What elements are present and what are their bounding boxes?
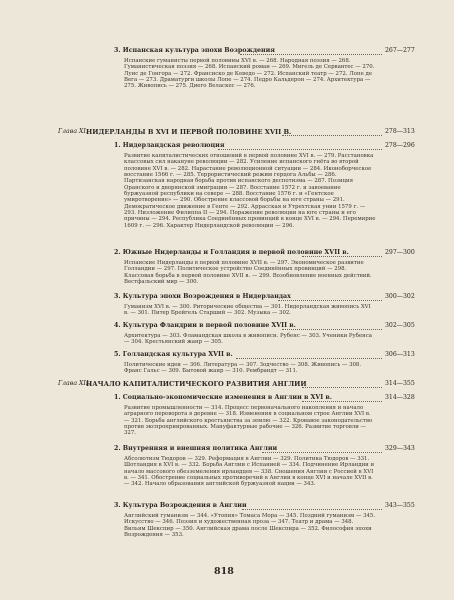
section-title: 3. Испанская культура эпохи Возрождения: [114, 47, 275, 54]
section-contents: Английский гуманизм — 344. «Утопия» Томаса Мора — 345. Поздний гуманизм — 345. Искусство — 346. Поэзия и художественная проза — 347. Театр и драма — 348. Вильям Шекспир — 350. Английская драма после Шекспира — 352. Философия эпохи Возрождения — 353.: [124, 513, 376, 539]
section-title: 1. Социально-экономические изменения в Англии в XVI в.: [114, 394, 332, 401]
leader-dots: [278, 300, 382, 301]
chapter-label: Глава XII.: [58, 380, 91, 387]
section-contents: Развитие промышленности — 314. Процесс первоначального накопления и начало аграрного переворота в деревне — 318. Изменения в социальном строе Англии XVI в. — 321. Борьба английского крестьянства за землю — 322. Кровавое законодательство против экспроприированных. Мануфактурные рабочие — 326. Развитие торговли — 327.: [124, 405, 373, 437]
toc-section-england-socioeconomic[interactable]: [0, 394, 454, 437]
page-range: 329—343: [385, 445, 415, 452]
section-title: 3. Культура Возрождения в Англии: [114, 502, 247, 509]
toc-chapter-11[interactable]: [0, 128, 454, 139]
section-title: 2. Южные Нидерланды и Голландия в первой половине XVII в.: [114, 249, 349, 256]
page-range: 267—277: [385, 47, 415, 54]
page-range: 300—302: [385, 293, 415, 300]
leader-dots: [282, 329, 382, 330]
leader-dots: [282, 135, 382, 136]
toc-section-flanders-culture[interactable]: [0, 322, 454, 346]
toc-chapter-12[interactable]: [0, 380, 454, 391]
section-title: 5. Голландская культура XVII в.: [114, 351, 233, 358]
section-contents: Испанские Нидерланды в первой половине XVII в. — 297. Экономическое развитие Голландии — 297. Политическое устройство Соединённых провинций — 298. Классовая борьба в первой половине XVII в. — 299. Возобновление военных действий. Вестфальский мир — 300.: [124, 260, 372, 286]
section-title: 1. Нидерландская революция: [114, 142, 225, 149]
page-number: 818: [214, 566, 234, 577]
section-contents: Политические идеи — 306. Литература — 307. Зодчество — 308. Живопись — 308. Франс Гальс — 309. Бытовой жанр — 310. Рембрандт — 311.: [124, 362, 362, 375]
leader-dots: [218, 149, 382, 150]
section-contents: Абсолютизм Тюдоров — 329. Реформация в Англии — 329. Политика Тюдоров — 331. Шотландия в XVI в. — 332. Борьба Англии с Испанией — 334. Подчинение Ирландии и начало массового обезземеления ирландцев — 338. Сношения Англии с Россией в XVI в. — 341. Обострение социальных противоречий в Англии в конце XVI и начале XVII в. — 342. Начало образования английской буржуазной нации — 343.: [124, 456, 375, 488]
leader-dots: [242, 509, 382, 510]
section-title: 4. Культура Фландрии в первой половине XVII в.: [114, 322, 296, 329]
section-contents: Развитие капиталистических отношений в первой половине XVI в. — 279. Расстановка классовых сил накануне революции — 282. Усиление испанского гнёта во второй половине XVI в. — 282. Нарастание революционной ситуации — 284. Иконоборческое восстание 1566 г. — 285. Террористический режим герцога Альбы — 286. Партизанская народная борьба против испанского деспотизма — 287. Позиция Оранского и дворянской эмиграции — 287. Восстание 1572 г. и завоевание буржуазной республики на севере — 288. Восстание 1576 г. и «Гентское умиротворение» — 290. Обострение классовой борьбы на юге страны — 291. Демократическое движение в Генте — 292. Аррасская и Утрехтская унии 1579 г. — 293. Низложение Филиппа II — 294. Поражение революции на юге страны и его причины — 294. Республика Соединённых провинций в конце XVI в. — 294. Перемирие 1609 г. — 296. Характер Нидерландской революции — 296.: [124, 153, 376, 229]
toc-section-spanish-culture[interactable]: [0, 47, 454, 90]
page-range: 306—313: [385, 351, 415, 358]
leader-dots: [302, 401, 382, 402]
page-range: 297—300: [385, 249, 415, 256]
leader-dots: [236, 358, 382, 359]
page-range: 343—355: [385, 502, 415, 509]
leader-dots: [240, 54, 382, 55]
leader-dots: [302, 256, 382, 257]
leader-dots: [262, 452, 382, 453]
toc-section-netherlands-revolution[interactable]: [0, 142, 454, 229]
chapter-label: Глава XI.: [58, 128, 88, 135]
section-contents: Испанские гуманисты первой половины XVI в. — 268. Народная поэзия — 268. Гуманистическая поэзия — 268. Испанский роман — 269. Мигель де Сервантес — 270. Луис де Гонгора — 272. Франсиско де Кеведо — 272. Испанский театр — 272. Лопе де Вега — 273. Драматурги школы Лопе — 274. Педро Кальдерон — 274. Архитектура — 275. Живопись — 275. Диего Веласкес — 276.: [124, 58, 375, 90]
chapter-title: НАЧАЛО КАПИТАЛИСТИЧЕСКОГО РАЗВИТИЯ АНГЛИИ: [86, 380, 307, 388]
section-contents: Архитектура — 303. Фламандская школа в живописи. Рубенс — 303. Ученики Рубенса — 304. Крестьянский жанр — 305.: [124, 333, 372, 346]
toc-section-dutch-culture[interactable]: [0, 351, 454, 375]
toc-section-netherlands-renaissance[interactable]: [0, 293, 454, 317]
section-title: 3. Культура эпохи Возрождения в Нидерландах: [114, 293, 291, 300]
page-range: 278—296: [385, 142, 415, 149]
toc-section-south-netherlands[interactable]: [0, 249, 454, 286]
page-range: 314—355: [385, 380, 415, 387]
section-title: 2. Внутренняя и внешняя политика Англии: [114, 445, 278, 452]
page-range: 278—313: [385, 128, 415, 135]
toc-section-england-policy[interactable]: [0, 445, 454, 488]
page-range: 314—328: [385, 394, 415, 401]
leader-dots: [302, 387, 382, 388]
toc-section-england-renaissance[interactable]: [0, 502, 454, 539]
section-contents: Гуманизм XVI в. — 300. Риторические общества — 301. Нидерландская живопись XVI в. — 301. Питер Брейгель Старший — 302. Музыка — 302.: [124, 304, 371, 317]
page-range: 302—305: [385, 322, 415, 329]
chapter-title: НИДЕРЛАНДЫ В XVI И ПЕРВОЙ ПОЛОВИНЕ XVII В.: [86, 128, 292, 136]
